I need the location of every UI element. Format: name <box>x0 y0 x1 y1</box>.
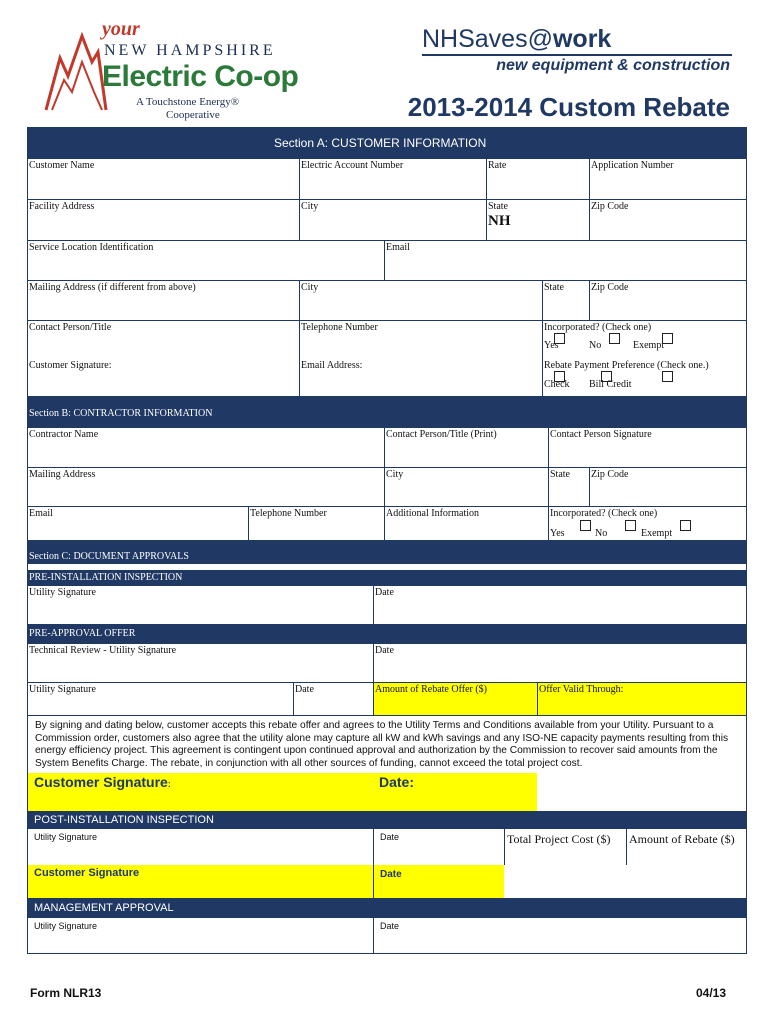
contractor-no-checkbox[interactable] <box>625 520 636 531</box>
payment-bill-credit-label: Bill Credit <box>589 379 632 390</box>
customer-acceptance-signature-label: Customer Signature <box>34 774 168 790</box>
customer-acceptance-date-label: Date: <box>379 774 415 790</box>
incorporated-field <box>542 321 746 359</box>
contractor-telephone-label: Telephone Number <box>250 508 327 519</box>
mailing-zip-label: Zip Code <box>591 282 629 293</box>
facility-address-label: Facility Address <box>29 201 95 212</box>
section-b-title: Section B: CONTRACTOR INFORMATION <box>29 408 213 419</box>
payment-preference-field <box>542 359 746 396</box>
contractor-telephone-field[interactable] <box>248 507 384 540</box>
management-date-label: Date <box>380 921 400 931</box>
contractor-mailing-label: Mailing Address <box>29 469 96 480</box>
contractor-incorporated-field <box>548 507 746 540</box>
form-revision-date: 04/13 <box>695 986 726 1000</box>
row-contractor <box>28 428 746 468</box>
offer-utility-signature-label: Utility Signature <box>29 684 96 695</box>
contractor-name-field[interactable] <box>28 428 384 467</box>
contractor-mailing-field[interactable] <box>28 468 384 506</box>
tech-review-signature-field[interactable] <box>28 644 373 682</box>
offer-date-label: Date <box>295 684 314 695</box>
incorporated-yes-label: Yes <box>544 340 559 351</box>
customer-name-field[interactable] <box>28 159 299 199</box>
management-utility-signature-field[interactable] <box>28 918 373 953</box>
form-title: 2013-2014 Custom Rebate <box>407 92 730 122</box>
customer-acceptance-date-field[interactable] <box>373 773 537 811</box>
mailing-zip-field[interactable] <box>589 281 746 320</box>
row-customer-acceptance <box>28 773 746 811</box>
section-c-header <box>28 540 746 570</box>
contractor-email-field[interactable] <box>28 507 248 540</box>
mailing-address-field[interactable] <box>28 281 299 320</box>
rate-field[interactable] <box>486 159 589 199</box>
row-contact <box>28 321 746 359</box>
payment-bill-credit-checkbox[interactable] <box>601 371 612 382</box>
management-approval-header <box>28 898 746 918</box>
electric-account-field[interactable] <box>299 159 486 199</box>
tech-review-date-label: Date <box>375 645 394 656</box>
facility-address-field[interactable] <box>28 200 299 240</box>
post-install-utility-signature-label: Utility Signature <box>34 832 98 842</box>
amount-rebate-label: Amount of Rebate ($) <box>629 832 735 846</box>
contractor-incorporated-label: Incorporated? (Check one) <box>550 508 658 519</box>
pre-install-date-field[interactable] <box>373 586 746 624</box>
section-b-header <box>28 397 746 428</box>
row-pre-install <box>28 586 746 625</box>
incorporated-no-label: No <box>589 340 602 351</box>
service-location-label: Service Location Identification <box>29 242 154 253</box>
additional-info-label: Additional Information <box>386 508 480 519</box>
tech-review-date-field[interactable] <box>373 644 746 682</box>
row-post-install <box>28 829 746 865</box>
pre-install-utility-signature-label: Utility Signature <box>29 587 96 598</box>
zip-label: Zip Code <box>591 201 629 212</box>
state-field[interactable] <box>486 200 589 240</box>
email-address-label: Email Address: <box>301 360 363 371</box>
row-offer <box>28 683 746 716</box>
incorporated-exempt-label: Exempt <box>633 340 665 351</box>
post-install-date-label: Date <box>380 832 400 842</box>
customer-acceptance-signature-field[interactable] <box>28 773 373 811</box>
service-location-field[interactable] <box>28 241 384 280</box>
mailing-state-field[interactable] <box>542 281 589 320</box>
row-contractor-email <box>28 507 746 540</box>
application-number-label: Application Number <box>591 160 674 171</box>
customer-name-label: Customer Name <box>29 160 95 171</box>
row-facility <box>28 200 746 241</box>
section-a-header <box>28 127 746 159</box>
logo-touchstone: A Touchstone Energy® <box>136 96 240 108</box>
rebate-form <box>27 127 747 954</box>
contractor-no-label: No <box>595 528 608 539</box>
mailing-state-label: State <box>544 282 564 293</box>
row-service-location <box>28 241 746 281</box>
row-mailing <box>28 281 746 321</box>
amount-rebate-field[interactable] <box>626 829 746 865</box>
customer-signature-field[interactable] <box>28 359 299 396</box>
post-customer-date-field[interactable] <box>373 865 504 898</box>
contact-signature-label: Contact Person Signature <box>550 429 652 440</box>
state-label: State <box>488 201 508 212</box>
payment-other-checkbox[interactable] <box>662 371 673 382</box>
city-field[interactable] <box>299 200 486 240</box>
offer-valid-field[interactable] <box>537 683 746 715</box>
program-title <box>422 24 732 56</box>
customer-signature-label: Customer Signature: <box>29 360 112 371</box>
city-label: City <box>301 201 319 212</box>
payment-check-label: Check <box>544 379 570 390</box>
email-field[interactable] <box>384 241 746 280</box>
post-customer-signature-label: Customer Signature <box>34 867 140 879</box>
row-management <box>28 918 746 954</box>
contractor-city-field[interactable] <box>384 468 548 506</box>
management-utility-signature-label: Utility Signature <box>34 921 98 931</box>
section-a-title: Section A: CUSTOMER INFORMATION <box>274 136 487 150</box>
post-install-date-field[interactable] <box>373 829 504 865</box>
form-number: Form NLR13 <box>30 986 102 1000</box>
pre-install-date-label: Date <box>375 587 394 598</box>
telephone-label: Telephone Number <box>301 322 378 333</box>
contact-person-label: Contact Person/Title <box>29 322 112 333</box>
state-value: NH <box>488 213 511 229</box>
agreement-text: By signing and dating below, customer accepts this rebate offer and agrees to the Utility Terms and Conditions available from your Utility. Pursuant to a Commission order, customers also agree that the utility alone may capture all kW and kWh savings and any ISO-NE capacity payments resulting from this energy efficiency project. This agreement is contingent upon continued approval and authorization by the Commission to recover said amounts from the System Benefits Charge. The rebate, in conjunction with all other sources of funding, cannot exceed the total project cost. <box>35 720 729 769</box>
email-label: Email <box>386 242 410 253</box>
offer-utility-signature-field[interactable] <box>28 683 293 715</box>
contractor-zip-label: Zip Code <box>591 469 629 480</box>
row-customer-name <box>28 159 746 200</box>
management-date-field[interactable] <box>373 918 746 953</box>
program-prefix: NHSaves@ <box>422 25 553 53</box>
contractor-exempt-label: Exempt <box>641 528 673 539</box>
logo-cooperative: Cooperative <box>166 109 220 121</box>
logo-new-hampshire: NEW HAMPSHIRE <box>104 42 276 59</box>
zip-field[interactable] <box>589 200 746 240</box>
row-signature <box>28 359 746 397</box>
post-install-header <box>28 811 746 829</box>
post-install-title: POST-INSTALLATION INSPECTION <box>34 814 214 826</box>
payment-preference-label: Rebate Payment Preference (Check one.) <box>544 360 709 371</box>
management-approval-title: MANAGEMENT APPROVAL <box>34 902 174 914</box>
offer-valid-label: Offer Valid Through: <box>539 684 624 695</box>
agreement-block <box>28 716 746 773</box>
logo-your: your <box>102 18 140 40</box>
mailing-city-field[interactable] <box>299 281 542 320</box>
contractor-state-field[interactable] <box>548 468 589 506</box>
rate-label: Rate <box>488 160 507 171</box>
program-suffix: work <box>552 25 612 53</box>
payment-check-checkbox[interactable] <box>554 371 565 382</box>
incorporated-label: Incorporated? (Check one) <box>544 322 652 333</box>
contractor-name-label: Contractor Name <box>29 429 99 440</box>
contact-person-print-field[interactable] <box>384 428 548 467</box>
contact-person-field[interactable] <box>28 321 299 359</box>
pre-approval-header <box>28 625 746 644</box>
section-c-title: Section C: DOCUMENT APPROVALS <box>29 551 189 562</box>
contractor-state-label: State <box>550 469 570 480</box>
tech-review-signature-label: Technical Review - Utility Signature <box>29 645 177 656</box>
pre-install-title: PRE-INSTALLATION INSPECTION <box>29 572 183 583</box>
contractor-yes-label: Yes <box>550 528 565 539</box>
row-tech-review <box>28 644 746 683</box>
telephone-field[interactable] <box>299 321 542 359</box>
offer-date-field[interactable] <box>293 683 373 715</box>
total-project-cost-label: Total Project Cost ($) <box>507 832 611 846</box>
contractor-zip-field[interactable] <box>589 468 746 506</box>
logo-electric-coop: Electric Co-op <box>102 60 299 93</box>
contractor-exempt-checkbox[interactable] <box>680 520 691 531</box>
contractor-city-label: City <box>386 469 404 480</box>
amount-offer-label: Amount of Rebate Offer ($) <box>375 684 488 695</box>
additional-info-field[interactable] <box>384 507 548 540</box>
incorporated-yes-checkbox[interactable] <box>554 333 565 344</box>
customer-acceptance-colon: : <box>167 779 171 790</box>
amount-offer-field[interactable] <box>373 683 537 715</box>
contact-person-print-label: Contact Person/Title (Print) <box>386 429 497 440</box>
electric-account-label: Electric Account Number <box>301 160 404 171</box>
post-customer-date-label: Date <box>380 869 402 880</box>
incorporated-exempt-checkbox[interactable] <box>662 333 673 344</box>
pre-approval-title: PRE-APPROVAL OFFER <box>29 628 136 639</box>
pre-install-utility-signature-field[interactable] <box>28 586 373 624</box>
contractor-email-label: Email <box>29 508 53 519</box>
total-project-cost-field[interactable] <box>504 829 626 865</box>
contact-signature-field[interactable] <box>548 428 746 467</box>
mailing-address-label: Mailing Address (if different from above) <box>29 282 196 293</box>
post-customer-signature-field[interactable] <box>28 865 373 898</box>
row-contractor-mailing <box>28 468 746 507</box>
contractor-yes-checkbox[interactable] <box>580 520 591 531</box>
incorporated-no-checkbox[interactable] <box>609 333 620 344</box>
program-subtitle: new equipment & construction <box>496 57 730 74</box>
co-op-logo <box>42 16 318 121</box>
application-number-field[interactable] <box>589 159 746 199</box>
mailing-city-label: City <box>301 282 319 293</box>
post-install-utility-signature-field[interactable] <box>28 829 373 865</box>
row-post-customer <box>28 865 746 898</box>
pre-install-header <box>28 570 746 586</box>
email-address-field[interactable] <box>299 359 542 396</box>
